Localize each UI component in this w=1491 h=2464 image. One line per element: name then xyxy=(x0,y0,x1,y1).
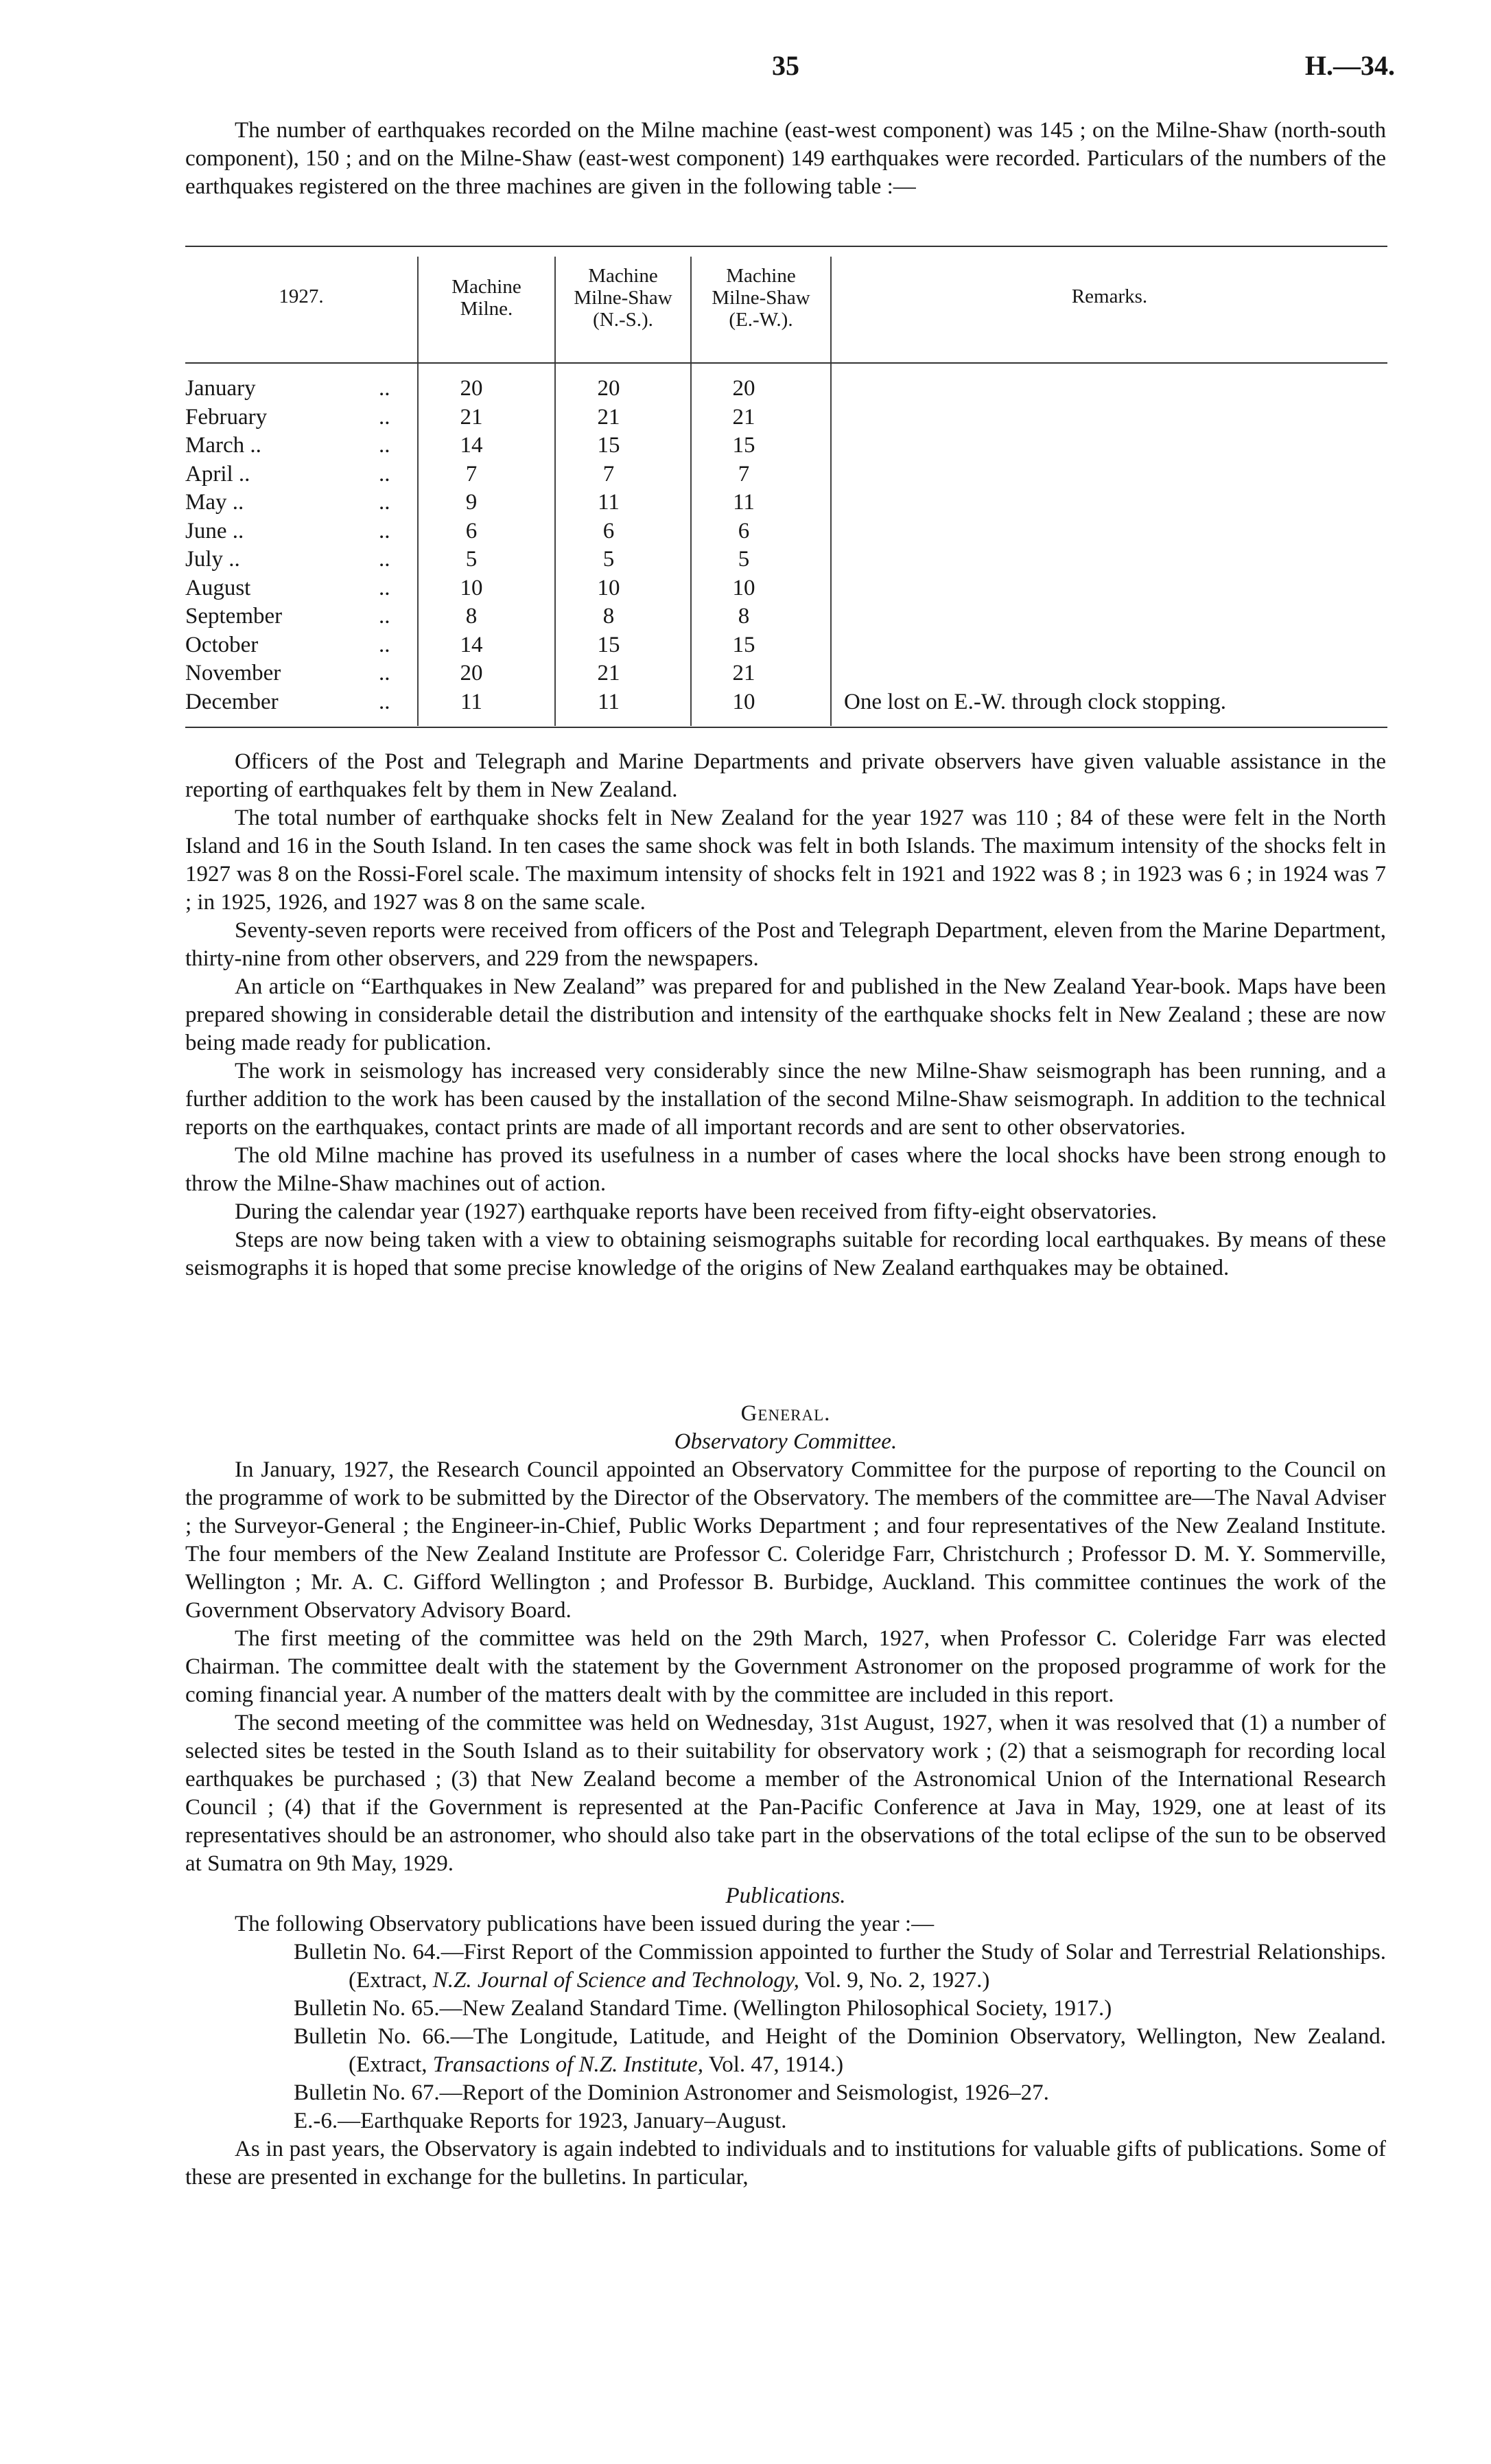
table-row xyxy=(185,432,1387,460)
cell-milne: 6 xyxy=(465,518,478,543)
cell-ew: 11 xyxy=(733,490,755,515)
paragraph: The first meeting of the committee was held on the 29th March, 1927, when Professor C. Coleridge Farr was elected Chairman. The committee dealt with the statement by the Government Astronomer on the proposed programme of work for the coming financial year. A number of the matters dealt with by the committee are included in this report. xyxy=(185,1626,1386,1707)
heading-publications: Publications. xyxy=(725,1884,846,1908)
table-row xyxy=(185,545,1387,574)
cell-ns: 15 xyxy=(597,632,620,657)
cell-ew: 15 xyxy=(732,433,755,458)
table-row xyxy=(185,375,1387,403)
cell-ns: 21 xyxy=(597,661,620,685)
paragraph: The second meeting of the committee was held on Wednesday, 31st August, 1927, when it was resolved that (1) a number of selected sites be tested in the South Island as to their suitability for observatory work ; (2) that a seismograph for recording local earthquakes be purchased ; (3) that New Zealand become a member of the Astronomical Union of the International Research Council ; (4) that if the Government is represented at the Pan-Pacific Conference at Java in May, 1929, one at least of its representatives should be an astronomer, who should also take part in the observations of the total eclipse of the sun to be observed at Sumatra on 9th May, 1929. xyxy=(185,1711,1386,1876)
cell-milne: 14 xyxy=(460,632,483,657)
page-number: 35 xyxy=(772,50,799,81)
cell-remarks: One lost on E.-W. through clock stopping. xyxy=(844,689,1226,714)
cell-ns: 10 xyxy=(597,575,620,600)
bulletin-item: Bulletin No. 67.—Report of the Dominion Astronomer and Seismologist, 1926–27. xyxy=(294,2080,1049,2105)
cell-month: December xyxy=(185,689,279,714)
cell-milne: 7 xyxy=(465,461,478,486)
cell-dots: .. xyxy=(379,490,390,515)
header-year: 1927. xyxy=(279,285,324,307)
cell-month: May .. xyxy=(185,490,244,515)
paragraph: Officers of the Post and Telegraph and Marine Departments and private observers have given valuable assistance in the reporting of earthquakes felt by them in New Zealand. xyxy=(185,749,1386,802)
paragraph: In January, 1927, the Research Council appointed an Observatory Committee for the purpose of reporting to the Council on the programme of work to be submitted by the Director of the Observatory. The members of the committee are—The Naval Adviser ; the Surveyor-General ; the Engineer-in-Chief, Public Works Department ; and four representatives of the New Zealand Institute. The four members of the New Zealand Institute are Professor C. Coleridge Farr, Christchurch ; Professor D. M. Y. Sommerville, Wellington ; Mr. A. C. Gifford Wellington ; and Professor B. Burbidge, Auckland. This committee continues the work of the Government Observatory Advisory Board. xyxy=(185,1457,1386,1623)
table-header-rule xyxy=(185,362,1387,364)
table-row xyxy=(185,517,1387,546)
cell-ew: 20 xyxy=(732,376,755,401)
heading-general: General. xyxy=(740,1401,831,1426)
cell-ns: 21 xyxy=(597,404,620,430)
bulletin-item: Bulletin No. 66.—The Longitude, Latitude, and Height of the Dominion Observatory, Wellington, New Zealand. (Extract, Transactions of N.Z. Institute, Vol. 47, 1914.) xyxy=(294,2024,1386,2077)
cell-ns: 20 xyxy=(597,376,620,401)
paragraph: The work in seismology has increased very considerably since the new Milne-Shaw seismograph has been running, and a further addition to the work has been caused by the installation of the second Milne-Shaw seismograph. In addition to the technical reports on the earthquakes, contact prints are made of all important records and are sent to other observatories. xyxy=(185,1059,1386,1140)
paragraph: During the calendar year (1927) earthquake reports have been received from fifty-eight observatories. xyxy=(235,1199,1158,1224)
header-remarks: Remarks. xyxy=(1071,285,1148,307)
cell-milne: 20 xyxy=(460,661,483,685)
table-row xyxy=(185,659,1387,688)
cell-milne: 9 xyxy=(465,490,478,515)
cell-dots: .. xyxy=(379,575,390,600)
cell-dots: .. xyxy=(379,433,390,458)
table-row xyxy=(185,403,1387,432)
cell-month: October xyxy=(185,632,259,657)
bulletin-list xyxy=(185,1938,1386,2135)
cell-ns: 15 xyxy=(597,433,620,458)
cell-ns: 6 xyxy=(602,518,615,543)
cell-dots: .. xyxy=(379,632,390,657)
cell-milne: 5 xyxy=(465,547,478,572)
section-general xyxy=(185,1400,1386,2192)
paragraph: Steps are now being taken with a view to obtaining seismographs suitable for recording local earthquakes. By means of these seismographs it is hoped that some precise knowledge of the origins of New Zealand earthquakes may be obtained. xyxy=(185,1228,1386,1280)
cell-dots: .. xyxy=(379,376,390,401)
cell-ns: 11 xyxy=(598,490,620,515)
cell-milne: 8 xyxy=(465,604,478,629)
cell-month: August xyxy=(185,575,251,600)
cell-month: September xyxy=(185,604,283,629)
paragraph: Seventy-seven reports were received from officers of the Post and Telegraph Department, eleven from the Marine Department, thirty-nine from other observers, and 229 from the newspapers. xyxy=(185,918,1386,971)
cell-month: June .. xyxy=(185,518,244,543)
cell-milne: 20 xyxy=(460,376,483,401)
cell-dots: .. xyxy=(379,689,390,714)
cell-ew: 5 xyxy=(738,547,750,572)
cell-ew: 10 xyxy=(732,689,755,714)
closing-paragraph: As in past years, the Observatory is again indebted to individuals and to institutions for valuable gifts of publications. Some of these are presented in exchange for the bulletins. In particular, xyxy=(185,2137,1386,2190)
header-milne-shaw-ns: Machine Milne-Shaw (N.-S.). xyxy=(574,265,672,331)
table-row xyxy=(185,631,1387,660)
cell-dots: .. xyxy=(379,604,390,629)
header-milne: Machine Milne. xyxy=(451,276,521,320)
table-row xyxy=(185,489,1387,517)
cell-ew: 7 xyxy=(738,461,750,486)
table-row xyxy=(185,688,1387,717)
cell-dots: .. xyxy=(379,547,390,572)
table-row xyxy=(185,574,1387,603)
paragraph: An article on “Earthquakes in New Zealand” was prepared for and published in the New Zealand Year-book. Maps have been prepared showing in considerable detail the distribution and intensity of the earthquake shocks felt in New Zealand ; these are now being made ready for publication. xyxy=(185,974,1386,1055)
cell-ew: 6 xyxy=(738,518,750,543)
cell-milne: 21 xyxy=(460,404,483,430)
cell-ns: 5 xyxy=(602,547,615,572)
paragraph: The total number of earthquake shocks felt in New Zealand for the year 1927 was 110 ; 84 of these were felt in the North Island and 16 in the South Island. In ten cases the same shock was felt in both Islands. The maximum intensity of the shocks felt in 1927 was 8 on the Rossi-Forel scale. The maximum intensity of shocks felt in 1921 and 1922 was 8 ; in 1923 was 6 ; in 1924 was 7 ; in 1925, 1926, and 1927 was 8 on the same scale. xyxy=(185,806,1386,915)
section-earthquakes xyxy=(185,748,1386,1282)
cell-month: February xyxy=(185,404,268,430)
paragraph: The old Milne machine has proved its usefulness in a number of cases where the local shocks have been strong enough to throw the Milne-Shaw machines out of action. xyxy=(185,1143,1386,1196)
cell-dots: .. xyxy=(379,404,390,430)
cell-ew: 21 xyxy=(732,661,755,685)
cell-month: January xyxy=(185,376,256,401)
intro-paragraph: The number of earthquakes recorded on the Milne machine (east-west component) was 145 ; on the Milne-Shaw (north-south component), 150 ; and on the Milne-Shaw (east-west component) 149 earthquakes were recorded. Particulars of the numbers of the earthquakes registered on the three machines are given in the following table :— xyxy=(185,118,1386,199)
cell-ew: 8 xyxy=(738,604,750,629)
committee-paragraphs xyxy=(185,1456,1386,1878)
cell-month: July .. xyxy=(185,547,240,572)
cell-milne: 11 xyxy=(460,689,482,714)
table-row xyxy=(185,460,1387,489)
cell-ew: 21 xyxy=(732,404,755,430)
cell-milne: 10 xyxy=(460,575,483,600)
bulletin-item: Bulletin No. 64.—First Report of the Commission appointed to further the Study of Solar and Terrestrial Relationships. (Extract, N.Z. Journal of Science and Technology, Vol. 9, No. 2, 1927.) xyxy=(294,1940,1386,1993)
cell-ns: 11 xyxy=(598,689,620,714)
earthquake-table xyxy=(185,244,1387,740)
cell-dots: .. xyxy=(379,661,390,685)
cell-month: November xyxy=(185,661,281,685)
cell-ns: 8 xyxy=(602,604,615,629)
cell-milne: 14 xyxy=(460,433,483,458)
cell-ew: 10 xyxy=(732,575,755,600)
cell-ns: 7 xyxy=(602,461,615,486)
bulletin-item: Bulletin No. 65.—New Zealand Standard Time. (Wellington Philosophical Society, 1917.) xyxy=(294,1996,1112,2021)
header-milne-shaw-ew: Machine Milne-Shaw (E.-W.). xyxy=(712,265,810,331)
table-bottom-rule xyxy=(185,727,1387,728)
cell-month: April .. xyxy=(185,461,250,486)
cell-dots: .. xyxy=(379,461,390,486)
document-reference: H.—34. xyxy=(1304,50,1395,81)
heading-observatory-committee: Observatory Committee. xyxy=(674,1429,897,1454)
cell-dots: .. xyxy=(379,518,390,543)
table-row xyxy=(185,602,1387,631)
publications-intro: The following Observatory publications have been issued during the year :— xyxy=(235,1912,935,1936)
cell-ew: 15 xyxy=(732,632,755,657)
cell-month: March .. xyxy=(185,433,261,458)
bulletin-item: E.-6.—Earthquake Reports for 1923, January–August. xyxy=(294,2109,787,2133)
